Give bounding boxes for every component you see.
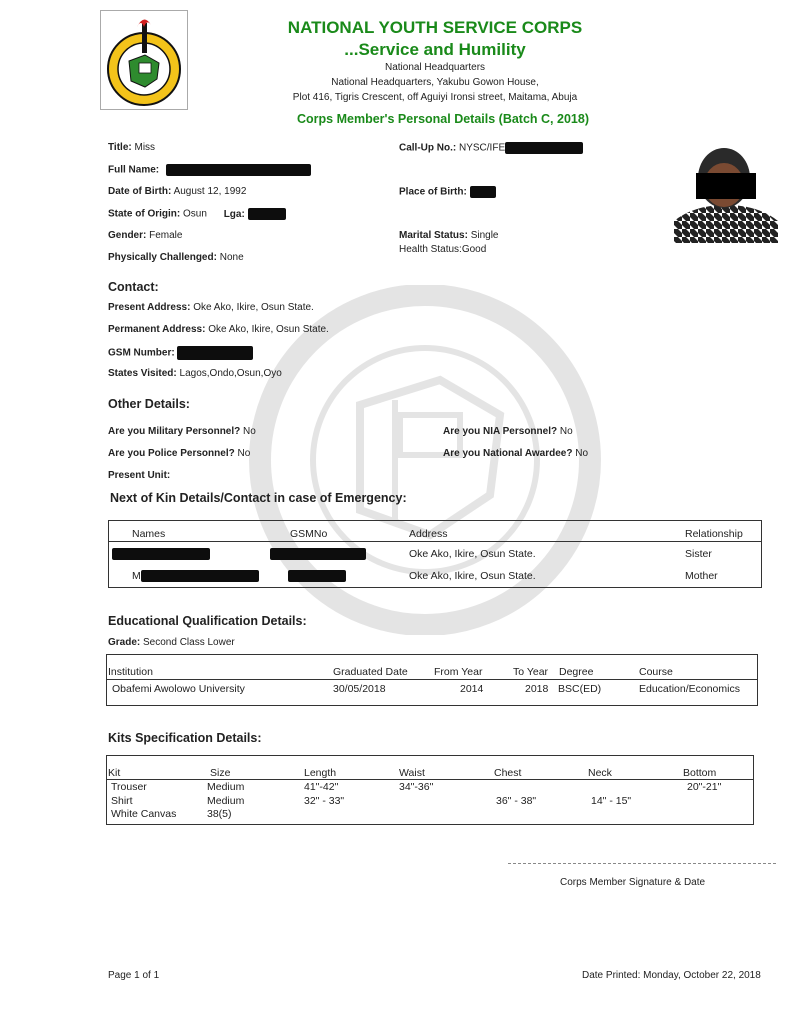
- edu-graduated: 30/05/2018: [333, 683, 386, 695]
- kin-header-names: Names: [132, 528, 166, 540]
- kit-trouser-length: 41"-42": [304, 781, 339, 793]
- pob-label: Place of Birth:: [399, 186, 467, 198]
- signature-line: [508, 863, 776, 864]
- kits-header-divider: [106, 779, 754, 780]
- kit-trouser-name: Trouser: [111, 781, 147, 793]
- nia-value: No: [559, 426, 573, 437]
- date-printed: Date Printed: Monday, October 22, 2018: [582, 970, 761, 981]
- marital-row: [399, 230, 499, 241]
- edu-from-year: 2014: [460, 683, 484, 695]
- fullname-row: [108, 164, 311, 176]
- kit-trouser-size: Medium: [207, 781, 245, 793]
- grade-value: Second Class Lower: [143, 637, 235, 648]
- present-address-row: [108, 302, 314, 313]
- challenged-label: Physically Challenged:: [108, 252, 217, 263]
- permanent-address-label: Permanent Address:: [108, 324, 206, 335]
- marital-value: Single: [470, 230, 499, 241]
- state-row: [108, 208, 286, 220]
- kin-header-gsm: GSMNo: [290, 528, 328, 540]
- fullname-redaction: [166, 164, 311, 176]
- kits-header-waist: Waist: [399, 767, 425, 779]
- gender-label: Gender:: [108, 230, 147, 241]
- passport-photo: [674, 133, 778, 243]
- gsm-redaction: [177, 346, 253, 360]
- hq-line-1: National Headquarters: [384, 62, 486, 73]
- kits-header-bottom: Bottom: [683, 767, 717, 779]
- callup-redaction: [505, 142, 583, 154]
- hq-line-3: Plot 416, Tigris Crescent, off Aguiyi Ironsi street, Maitama, Abuja: [292, 92, 578, 103]
- kin-row-2-name: [132, 570, 259, 582]
- gender-value: Female: [149, 230, 183, 241]
- hq-line-2: National Headquarters, Yakubu Gowon House,: [331, 77, 539, 88]
- kits-heading: Kits Specification Details:: [108, 731, 262, 745]
- edu-to-year: 2018: [525, 683, 549, 695]
- kin-row-1-gsm-redaction: [270, 548, 366, 560]
- motto: ...Service and Humility: [344, 40, 526, 59]
- gsm-row: [108, 346, 253, 360]
- edu-header-institution: Institution: [108, 666, 153, 678]
- kits-header-neck: Neck: [588, 767, 612, 779]
- kin-row-2-name-redaction: [141, 570, 259, 582]
- dob-row: [108, 186, 246, 197]
- gender-row: [108, 230, 182, 241]
- document-title: Corps Member's Personal Details (Batch C, 2018): [297, 112, 589, 126]
- education-heading: Educational Qualification Details:: [108, 614, 307, 628]
- marital-label: Marital Status:: [399, 230, 468, 241]
- kin-header-address: Address: [409, 528, 448, 540]
- present-address-label: Present Address:: [108, 302, 191, 313]
- title-value: Miss: [134, 142, 156, 153]
- edu-course: Education/Economics: [639, 683, 740, 695]
- kin-row-2-relationship: Mother: [685, 570, 718, 582]
- nia-label: Are you NIA Personnel?: [443, 426, 558, 437]
- permanent-address-row: [108, 324, 329, 335]
- edu-header-from: From Year: [434, 666, 483, 678]
- health-status: Health Status:Good: [399, 244, 487, 255]
- org-name: NATIONAL YOUTH SERVICE CORPS: [287, 18, 583, 37]
- kits-header-chest: Chest: [494, 767, 522, 779]
- kit-shirt-length: 32" - 33": [304, 795, 345, 807]
- kit-trouser-waist: 34"-36": [399, 781, 434, 793]
- awardee-row: [443, 448, 588, 459]
- unit-label: Present Unit:: [108, 470, 171, 481]
- visited-row: [108, 368, 282, 379]
- police-row: [108, 448, 250, 459]
- kin-row-1-name: [112, 548, 210, 560]
- kin-row-1-name-redaction: [112, 548, 210, 560]
- edu-header-course: Course: [639, 666, 673, 678]
- education-table: [106, 654, 758, 706]
- awardee-label: Are you National Awardee?: [443, 448, 573, 459]
- kits-header-length: Length: [304, 767, 337, 779]
- dob-value: August 12, 1992: [173, 186, 247, 197]
- other-heading: Other Details:: [108, 397, 190, 411]
- visited-label: States Visited:: [108, 368, 177, 379]
- kin-row-2-address: Oke Ako, Ikire, Osun State.: [409, 570, 536, 582]
- contact-heading: Contact:: [108, 280, 159, 294]
- title-row: [108, 142, 155, 153]
- edu-header-degree: Degree: [559, 666, 594, 678]
- military-label: Are you Military Personnel?: [108, 426, 241, 437]
- callup-label: Call-Up No.:: [399, 142, 457, 154]
- grade-label: Grade:: [108, 637, 141, 648]
- edu-degree: BSC(ED): [558, 683, 602, 695]
- military-row: [108, 426, 256, 437]
- kit-canvas-size: 38(5): [207, 808, 232, 820]
- military-value: No: [243, 426, 256, 437]
- lga-redaction: [248, 208, 286, 220]
- grade-row: [108, 637, 235, 648]
- nia-row: [443, 426, 573, 437]
- present-address-value: Oke Ako, Ikire, Osun State.: [193, 302, 314, 313]
- edu-header-to: To Year: [513, 666, 549, 678]
- edu-institution: Obafemi Awolowo University: [112, 683, 245, 695]
- edu-header-graduated: Graduated Date: [333, 666, 408, 678]
- challenged-row: [108, 252, 244, 263]
- kin-header-relationship: Relationship: [685, 528, 743, 540]
- kin-row-2-name-prefix: M: [132, 570, 141, 582]
- pob-redaction: [470, 186, 496, 198]
- edu-header-divider: [106, 679, 758, 680]
- challenged-value: None: [219, 252, 244, 263]
- signature-label: Corps Member Signature & Date: [560, 877, 706, 888]
- kin-row-1-address: Oke Ako, Ikire, Osun State.: [409, 548, 536, 560]
- callup-row: [399, 142, 583, 154]
- kit-trouser-bottom: 20"-21": [687, 781, 722, 793]
- visited-value: Lagos,Ondo,Osun,Oyo: [179, 368, 282, 379]
- title-label: Title:: [108, 142, 132, 153]
- unit-row: [108, 470, 170, 481]
- awardee-value: No: [575, 448, 589, 459]
- state-value: Osun: [183, 208, 207, 220]
- pob-row: [399, 186, 496, 198]
- kits-header-kit: Kit: [108, 767, 121, 779]
- kit-shirt-name: Shirt: [111, 795, 133, 807]
- kit-shirt-chest: 36" - 38": [496, 795, 537, 807]
- police-value: No: [237, 448, 251, 459]
- fullname-label: Full Name:: [108, 164, 160, 176]
- kin-row-2-gsm: [288, 570, 346, 582]
- kit-canvas-name: White Canvas: [111, 808, 177, 820]
- callup-value: NYSC/IFE: [459, 142, 506, 154]
- kin-row-2-gsm-redaction: [288, 570, 346, 582]
- kits-header-size: Size: [210, 767, 231, 779]
- page-number: Page 1 of 1: [108, 970, 160, 981]
- kit-shirt-size: Medium: [207, 795, 245, 807]
- kin-row-1-gsm: [270, 548, 366, 560]
- dob-label: Date of Birth:: [108, 186, 172, 197]
- kin-heading: Next of Kin Details/Contact in case of Emergency:: [110, 491, 407, 505]
- gsm-label: GSM Number:: [108, 347, 175, 359]
- kin-header-divider: [108, 541, 762, 542]
- state-label: State of Origin:: [108, 208, 181, 220]
- permanent-address-value: Oke Ako, Ikire, Osun State.: [208, 324, 329, 335]
- kin-row-1-relationship: Sister: [685, 548, 712, 560]
- police-label: Are you Police Personnel?: [108, 448, 235, 459]
- kit-shirt-neck: 14" - 15": [591, 795, 632, 807]
- lga-label: Lga:: [223, 208, 245, 220]
